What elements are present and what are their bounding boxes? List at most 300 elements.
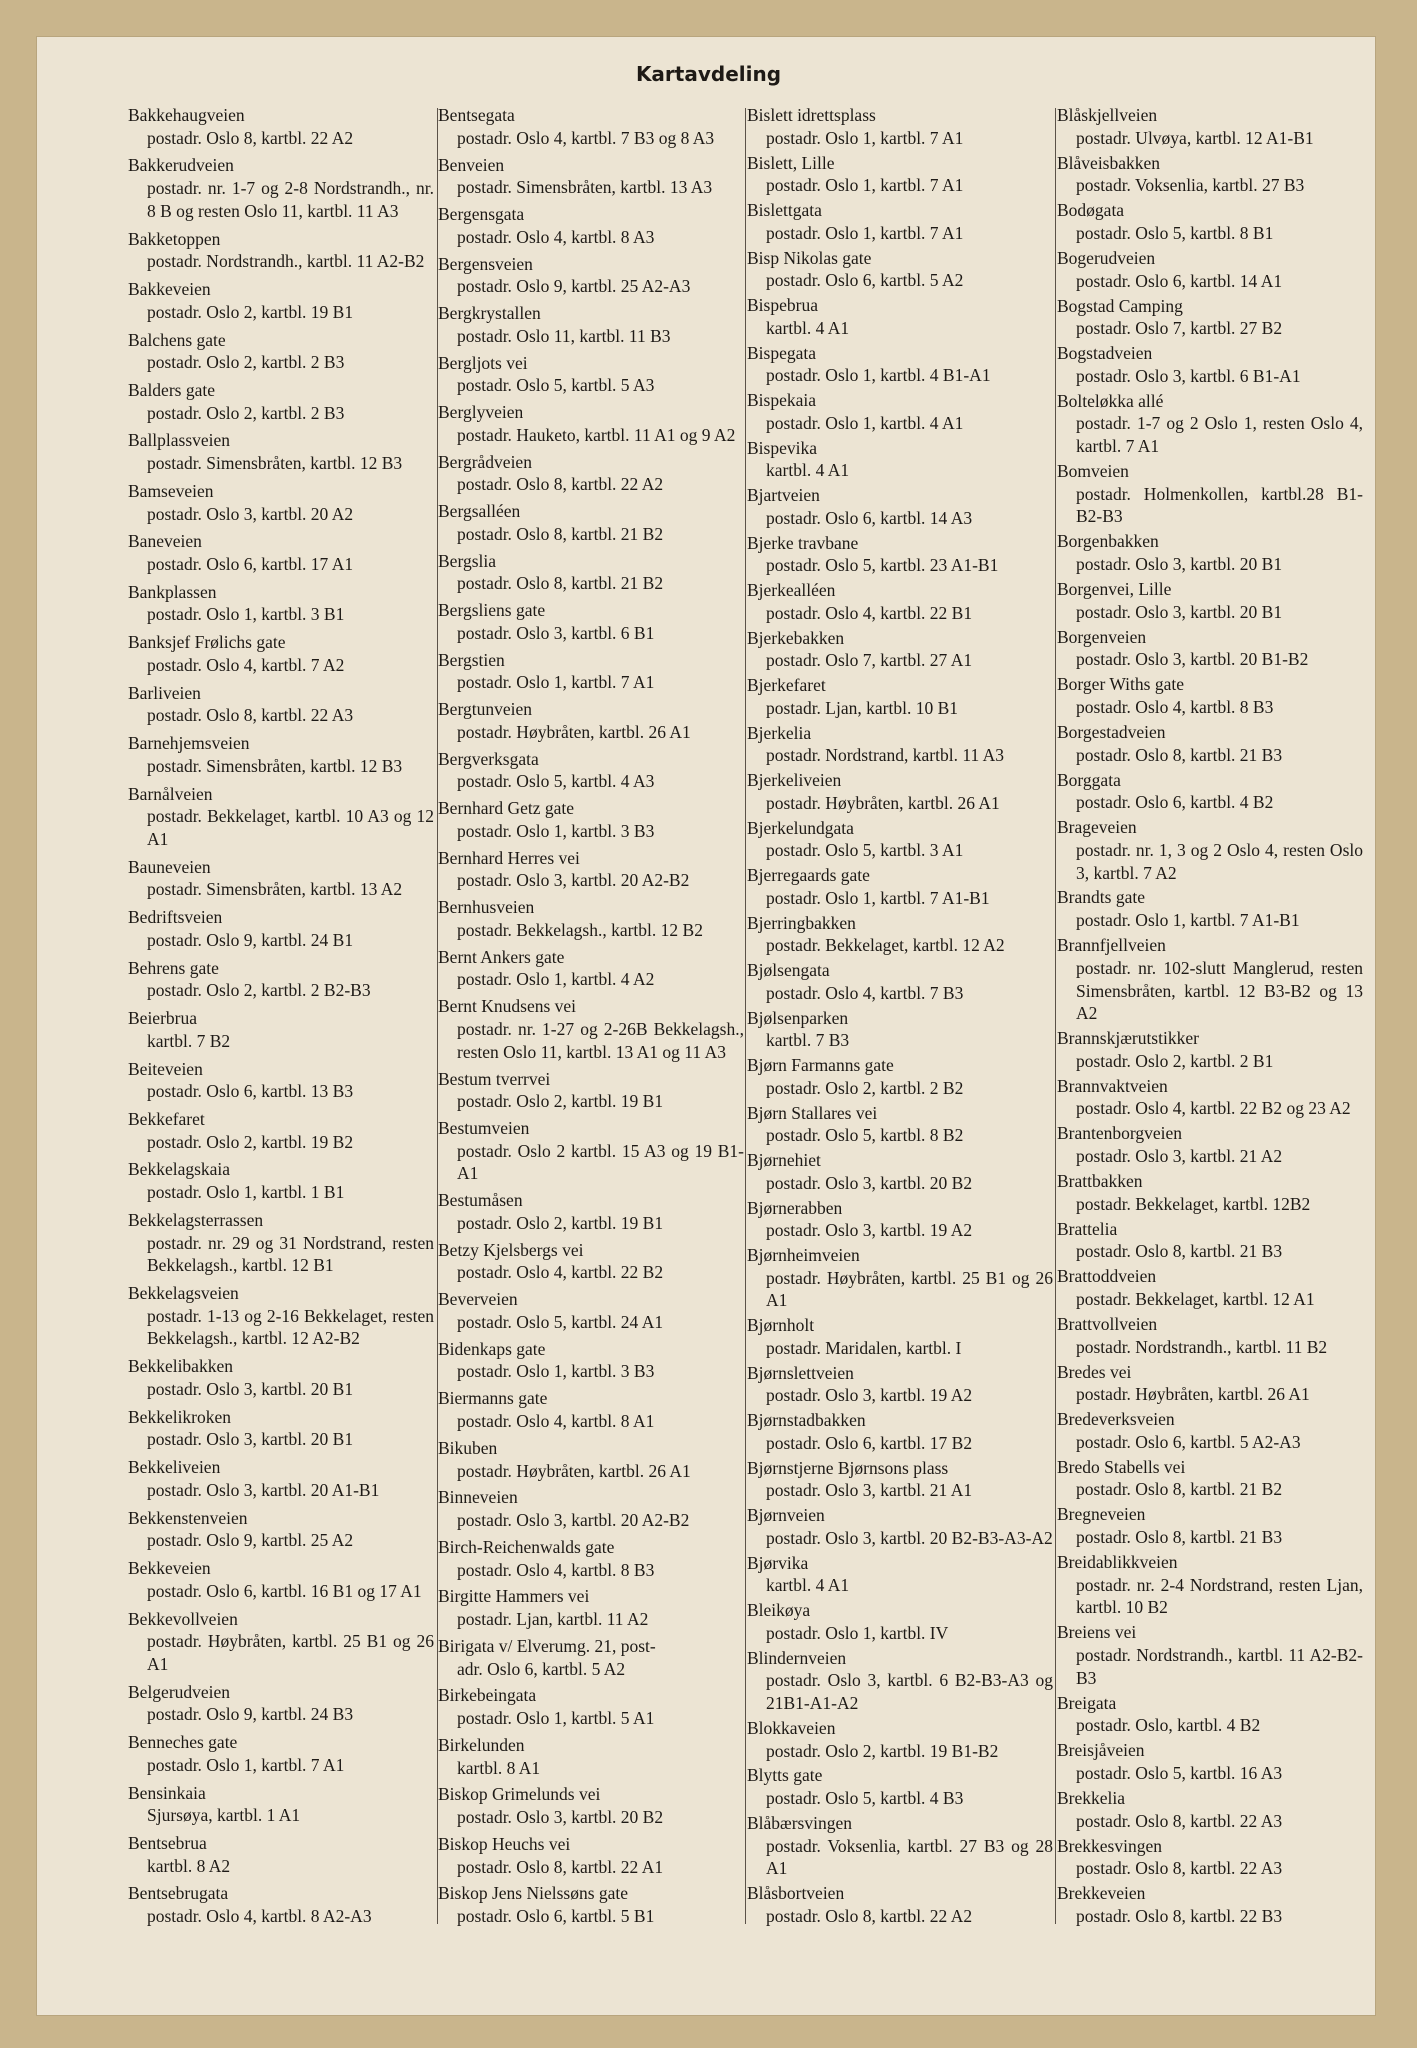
street-name: Biskop Jens Nielssøns gate — [438, 1883, 629, 1904]
street-name: Brattbakken — [1057, 1171, 1143, 1192]
index-entry — [1057, 1692, 1363, 1737]
street-name: Bekkelikroken — [128, 1406, 232, 1427]
street-name: Brannvaktveien — [1057, 1075, 1168, 1096]
index-entry — [747, 912, 1053, 957]
index-entry — [747, 1409, 1053, 1454]
index-entry — [128, 154, 434, 222]
street-map-reference: postadr. Oslo 1, kartbl. 4 B1-A1 — [766, 365, 991, 386]
street-map-reference: postadr. Oslo 6, kartbl. 14 A3 — [766, 507, 973, 528]
index-entry — [438, 500, 744, 545]
street-name: Bakkeveien — [128, 279, 211, 300]
street-name: Biermanns gate — [438, 1388, 548, 1409]
street-map-reference: postadr. Holmenkollen, kartbl.28 B1-B2-B3 — [1076, 483, 1363, 527]
street-name: Bjerkebakken — [747, 627, 845, 648]
index-entry — [128, 429, 434, 474]
street-map-reference: Sjursøya, kartbl. 1 A1 — [147, 1805, 301, 1826]
index-entry — [747, 294, 1053, 339]
index-entry — [1057, 1835, 1363, 1880]
street-name: Bjerregaards gate — [747, 865, 870, 885]
street-map-reference: postadr. Oslo 8, kartbl. 22 A1 — [457, 1856, 664, 1877]
index-entry — [128, 1058, 434, 1103]
street-name: Blytts gate — [747, 1765, 823, 1786]
street-name: Bernhard Getz gate — [438, 798, 575, 819]
street-name: Borger Withs gate — [1057, 674, 1184, 695]
index-entry — [438, 550, 744, 595]
street-map-reference: kartbl. 8 A1 — [457, 1757, 541, 1778]
street-map-reference: postadr. Oslo 1, kartbl. 7 A1 — [766, 127, 964, 148]
index-entry — [747, 769, 1053, 814]
index-entry — [1057, 578, 1363, 623]
street-map-reference: postadr. Oslo 1, kartbl. 4 A2 — [457, 969, 655, 990]
street-map-reference: postadr. Oslo 1, kartbl. 1 B1 — [147, 1182, 345, 1203]
index-entry — [128, 1158, 434, 1203]
index-entry — [128, 631, 434, 676]
street-name: Bikuben — [438, 1437, 498, 1458]
street-map-reference: postadr. Oslo 4, kartbl. 8 B3 — [1076, 696, 1274, 717]
street-map-reference: postadr. Oslo 1, kartbl. 3 B3 — [457, 1361, 655, 1382]
street-name: Bentsebrugata — [128, 1883, 229, 1904]
street-name: Bjølsengata — [747, 960, 830, 980]
street-map-reference: postadr. Bekkelaget, kartbl. 12B2 — [1076, 1193, 1311, 1214]
street-name: Bregneveien — [1057, 1504, 1146, 1525]
street-map-reference: postadr. nr. 1-27 og 2-26B Bekkelagsh., resten Oslo 11, kartbl. 13 A1 og 11 A3 — [457, 1018, 744, 1062]
street-map-reference: postadr. Oslo 8, kartbl. 21 B3 — [1076, 1527, 1283, 1548]
index-entry — [128, 1731, 434, 1776]
index-entry — [438, 797, 744, 842]
street-name: Brattvollveien — [1057, 1313, 1158, 1334]
street-map-reference: postadr. Oslo 9, kartbl. 25 A2 — [147, 1530, 354, 1551]
street-name: Bogstad Camping — [1057, 295, 1183, 316]
street-name: Benneches gate — [128, 1732, 238, 1753]
index-entry — [128, 783, 434, 851]
index-entry — [1057, 247, 1363, 292]
street-map-reference: postadr. Oslo 8, kartbl. 22 A3 — [1076, 1858, 1283, 1879]
index-entry — [128, 1406, 434, 1451]
index-entry — [747, 579, 1053, 624]
street-map-reference: postadr. Oslo 1, kartbl. 4 A1 — [766, 412, 964, 433]
street-name: Brannskjærutstikker — [1057, 1028, 1199, 1049]
index-entry — [1057, 530, 1363, 575]
street-map-reference: postadr. Oslo 3, kartbl. 19 A2 — [766, 1385, 973, 1406]
street-name: Brandts gate — [1057, 887, 1145, 908]
street-name: Bjørnveien — [747, 1505, 825, 1526]
index-entry — [438, 995, 744, 1063]
street-name: Barliveien — [128, 682, 201, 703]
index-entry — [438, 1189, 744, 1234]
index-entry — [128, 379, 434, 424]
street-map-reference: postadr. Oslo 5, kartbl. 24 A1 — [457, 1311, 664, 1332]
street-name: Birkebeingata — [438, 1685, 537, 1706]
street-map-reference: postadr. 1-7 og 2 Oslo 1, resten Oslo 4, kartbl. 7 A1 — [1076, 413, 1363, 457]
index-entry — [747, 437, 1053, 482]
index-column-2 — [438, 104, 744, 1928]
index-entry — [128, 530, 434, 575]
index-entry — [128, 228, 434, 273]
street-map-reference: kartbl. 4 A1 — [766, 317, 850, 338]
street-name: Blåbærsvingen — [747, 1812, 852, 1833]
index-entry — [1057, 934, 1363, 1025]
index-entry — [438, 1882, 744, 1927]
index-entry — [438, 302, 744, 347]
street-name: Bekkelagsveien — [128, 1283, 239, 1304]
index-entry — [1057, 152, 1363, 197]
street-map-reference: postadr. Nordstrandh., kartbl. 11 A2-B2-B3 — [1076, 1645, 1363, 1688]
street-map-reference: postadr. Oslo 3, kartbl. 20 B1 — [1076, 554, 1283, 575]
street-name: Bredo Stabells vei — [1057, 1456, 1186, 1477]
index-entry — [128, 957, 434, 1002]
index-entry — [747, 1244, 1053, 1312]
street-name: Brekkesvingen — [1057, 1835, 1162, 1856]
street-map-reference: postadr. Oslo 8, kartbl. 22 B3 — [1076, 1905, 1283, 1926]
street-map-reference: postadr. Oslo 3, kartbl. 20 B1 — [147, 1378, 354, 1399]
index-entry — [438, 154, 744, 199]
index-entry — [438, 896, 744, 941]
street-name: Bensinkaia — [128, 1782, 206, 1803]
street-name: Brekkelia — [1057, 1787, 1126, 1808]
street-map-reference: postadr. nr. 29 og 31 Nordstrand, resten Bekkelagsh., kartbl. 12 B1 — [147, 1232, 434, 1276]
street-map-reference: postadr. Høybråten, kartbl. 26 A1 — [457, 721, 691, 742]
street-map-reference: postadr. Bekkelaget, kartbl. 12 A1 — [1076, 1288, 1315, 1309]
index-entry — [128, 1557, 434, 1602]
index-entry — [128, 732, 434, 777]
street-name: Brattoddveien — [1057, 1266, 1157, 1287]
street-name: Bekkenstenveien — [128, 1507, 248, 1528]
street-map-reference: postadr. Oslo 2, kartbl. 19 B1 — [457, 1212, 664, 1233]
street-name: Bedriftsveien — [128, 907, 223, 928]
index-entry — [747, 1717, 1053, 1762]
index-entry — [128, 906, 434, 951]
page-title: Kartavdeling — [635, 62, 782, 86]
street-name: Bergljots vei — [438, 352, 528, 373]
index-entry — [438, 1684, 744, 1729]
street-name: Bogstadveien — [1057, 343, 1153, 364]
street-map-reference: postadr. Oslo 6, kartbl. 5 A2 — [766, 270, 964, 291]
street-map-reference: postadr. nr. 1, 3 og 2 Oslo 4, resten Oslo 3, kartbl. 7 A2 — [1076, 839, 1363, 883]
index-entry — [438, 1387, 744, 1432]
street-name: Borgenbakken — [1057, 531, 1159, 552]
street-name: Bakketoppen — [128, 228, 221, 249]
street-name: Bekkefaret — [128, 1109, 205, 1130]
index-entry — [128, 329, 434, 374]
street-map-reference: adr. Oslo 6, kartbl. 5 A2 — [457, 1658, 626, 1679]
index-entry — [1057, 1075, 1363, 1120]
index-entry — [128, 1681, 434, 1726]
index-entry — [438, 1783, 744, 1828]
street-map-reference: kartbl. 7 B3 — [766, 1030, 850, 1051]
street-name: Bjørn Farmanns gate — [747, 1055, 894, 1075]
street-map-reference: postadr. Oslo 3, kartbl. 20 B1 — [1076, 601, 1283, 622]
street-map-reference: postadr. Oslo 1, kartbl. IV — [766, 1622, 949, 1643]
street-name: Bentsegata — [438, 105, 515, 125]
street-name: Breisjåveien — [1057, 1740, 1145, 1761]
index-entry — [438, 1635, 744, 1680]
street-map-reference: postadr. Oslo 7, kartbl. 27 B2 — [1076, 318, 1283, 339]
index-entry — [747, 389, 1053, 434]
index-entry — [128, 581, 434, 626]
street-name: Blåskjellveien — [1057, 105, 1158, 125]
index-entry — [128, 682, 434, 727]
street-name: Borggata — [1057, 769, 1121, 790]
street-name: Bislett, Lille — [747, 152, 835, 173]
street-name: Bestumveien — [438, 1118, 530, 1139]
index-entry — [438, 1486, 744, 1531]
street-map-reference: postadr. Oslo 5, kartbl. 16 A3 — [1076, 1763, 1283, 1783]
street-name: Beverveien — [438, 1289, 518, 1310]
street-map-reference: postadr. Oslo 5, kartbl. 3 A1 — [766, 840, 964, 861]
street-map-reference: postadr. Bekkelaget, kartbl. 10 A3 og 12 A1 — [147, 806, 434, 849]
index-entry — [438, 352, 744, 397]
index-entry — [438, 1585, 744, 1630]
street-name: Benveien — [438, 154, 505, 175]
street-map-reference: postadr. Oslo 1, kartbl. 7 A1-B1 — [766, 887, 990, 908]
index-entry — [747, 104, 1053, 149]
street-map-reference: postadr. Nordstrand, kartbl. 11 A3 — [766, 745, 1005, 766]
index-entry — [747, 864, 1053, 909]
street-map-reference: postadr. Oslo 2, kartbl. 19 B1 — [457, 1091, 664, 1112]
street-map-reference: postadr. Oslo 9, kartbl. 24 B3 — [147, 1704, 354, 1725]
street-name: Blåsbortveien — [747, 1883, 845, 1904]
street-name: Bankplassen — [128, 581, 217, 602]
index-entry — [128, 480, 434, 525]
street-name: Bergstien — [438, 649, 505, 670]
street-name: Biskop Heuchs vei — [438, 1833, 571, 1854]
index-entry — [1057, 1503, 1363, 1548]
street-name: Biskop Grimelunds vei — [438, 1784, 601, 1805]
street-name: Blindernveien — [747, 1647, 847, 1668]
index-entry — [438, 1437, 744, 1482]
street-name: Banksjef Frølichs gate — [128, 632, 286, 653]
street-name: Bleikøya — [747, 1600, 811, 1621]
street-name: Bjørnheimveien — [747, 1245, 860, 1265]
street-name: Bjerringbakken — [747, 912, 856, 933]
street-name: Bisp Nikolas gate — [747, 247, 872, 268]
street-map-reference: postadr. Oslo 3, kartbl. 20 B2-B3-A3-A2 — [766, 1527, 1053, 1548]
street-name: Behrens gate — [128, 957, 219, 978]
street-map-reference: postadr. Ljan, kartbl. 11 A2 — [457, 1609, 649, 1630]
street-name: Balders gate — [128, 379, 215, 400]
index-entry — [747, 1102, 1053, 1147]
index-entry — [747, 484, 1053, 529]
index-entry — [747, 1007, 1053, 1052]
street-map-reference: postadr. Bekkelaget, kartbl. 12 A2 — [766, 935, 1005, 956]
index-entry — [1057, 626, 1363, 671]
street-name: Bjartveien — [747, 485, 820, 505]
street-name: Breiens vei — [1057, 1622, 1137, 1643]
index-entry — [1057, 342, 1363, 387]
street-map-reference: postadr. Oslo 8, kartbl. 21 B3 — [1076, 744, 1283, 765]
street-name: Beierbrua — [128, 1008, 197, 1029]
street-map-reference: postadr. Ljan, kartbl. 10 B1 — [766, 697, 958, 718]
street-map-reference: postadr. Simensbråten, kartbl. 13 A3 — [457, 177, 713, 198]
index-entry — [438, 401, 744, 446]
index-entry — [438, 748, 744, 793]
index-entry — [438, 1338, 744, 1383]
street-map-reference: postadr. Oslo 6, kartbl. 4 B2 — [1076, 792, 1274, 813]
street-name: Birgitte Hammers vei — [438, 1586, 590, 1607]
street-name: Betzy Kjelsbergs vei — [438, 1239, 584, 1260]
index-entry — [438, 451, 744, 496]
index-entry — [1057, 1408, 1363, 1453]
street-name: Bergrådveien — [438, 451, 532, 472]
street-name: Breidablikkveien — [1057, 1552, 1178, 1573]
index-entry — [1057, 1122, 1363, 1167]
index-entry — [747, 627, 1053, 672]
street-map-reference: postadr. Nordstrandh., kartbl. 11 A2-B2 — [147, 251, 425, 272]
street-name: Bispekaia — [747, 390, 817, 410]
index-entry — [1057, 1313, 1363, 1358]
index-entry — [438, 1288, 744, 1333]
street-map-reference: postadr. Oslo 1, kartbl. 7 A1-B1 — [1076, 910, 1300, 931]
index-entry — [1057, 1361, 1363, 1406]
street-map-reference: postadr. Oslo 2, kartbl. 2 B3 — [147, 352, 345, 373]
index-entry — [747, 722, 1053, 767]
street-name: Brannfjellveien — [1057, 935, 1166, 956]
street-name: Bernhusveien — [438, 897, 535, 918]
street-name: Brattelia — [1057, 1218, 1118, 1239]
street-map-reference: postadr. Oslo 11, kartbl. 11 B3 — [457, 325, 671, 346]
street-name: Brageveien — [1057, 817, 1137, 838]
street-map-reference: postadr. Bekkelagsh., kartbl. 12 B2 — [457, 919, 703, 940]
street-name: Binneveien — [438, 1487, 518, 1508]
street-name: Bispebrua — [747, 295, 818, 315]
street-name: Bjørnstjerne Bjørnsons plass — [747, 1457, 949, 1478]
street-map-reference: postadr. Oslo 3, kartbl. 20 B2 — [457, 1807, 664, 1828]
street-name: Bergtunveien — [438, 699, 532, 720]
street-map-reference: postadr. Oslo 8, kartbl. 22 A2 — [457, 474, 664, 495]
street-map-reference: postadr. Oslo 3, kartbl. 19 A2 — [766, 1220, 973, 1241]
street-name: Bjerke travbane — [747, 532, 859, 553]
street-map-reference: postadr. Oslo 7, kartbl. 27 A1 — [766, 650, 973, 671]
index-entry — [1057, 1218, 1363, 1263]
street-name: Bodøgata — [1057, 200, 1125, 221]
street-name: Bakkerudveien — [128, 155, 234, 176]
street-name: Bakkehaugveien — [128, 105, 245, 125]
index-entry — [438, 599, 744, 644]
street-name: Bergensgata — [438, 204, 525, 225]
street-name: Bamseveien — [128, 480, 214, 501]
street-name: Bidenkaps gate — [438, 1338, 546, 1359]
street-name: Barnålveien — [128, 783, 213, 804]
index-entry — [438, 1239, 744, 1284]
street-map-reference: postadr. Oslo 6, kartbl. 14 A1 — [1076, 270, 1283, 291]
street-map-reference: postadr. 1-13 og 2-16 Bekkelaget, resten Bekkelagsh., kartbl. 12 A2-B2 — [147, 1305, 434, 1349]
index-entry — [1057, 104, 1363, 149]
street-map-reference: kartbl. 4 A1 — [766, 460, 850, 481]
street-name: Bjerkealléen — [747, 580, 836, 600]
street-map-reference: postadr. Oslo 2, kartbl. 2 B2 — [766, 1077, 964, 1098]
street-name: Bekkeveien — [128, 1558, 211, 1579]
street-map-reference: kartbl. 8 A2 — [147, 1855, 231, 1876]
index-entry — [1057, 199, 1363, 244]
street-map-reference: postadr. Ulvøya, kartbl. 12 A1-B1 — [1076, 127, 1314, 148]
index-entry — [1057, 1456, 1363, 1501]
street-map-reference: postadr. Oslo 3, kartbl. 21 A2 — [1076, 1146, 1283, 1167]
street-map-reference: postadr. Oslo 3, kartbl. 20 B2 — [766, 1172, 973, 1193]
street-map-reference: postadr. Oslo 1, kartbl. 7 A1 — [766, 222, 964, 243]
street-map-reference: postadr. Oslo 1, kartbl. 5 A1 — [457, 1708, 655, 1729]
index-entry — [1057, 1787, 1363, 1832]
street-map-reference: postadr. Simensbråten, kartbl. 13 A2 — [147, 879, 403, 900]
street-map-reference: postadr. Oslo 2, kartbl. 19 B1 — [147, 301, 354, 322]
street-name: Balchens gate — [128, 329, 226, 350]
index-entry — [747, 152, 1053, 197]
street-map-reference: postadr. Oslo 6, kartbl. 17 A1 — [147, 554, 354, 575]
index-entry — [128, 1355, 434, 1400]
index-entry — [438, 1068, 744, 1113]
index-entry — [747, 1054, 1053, 1099]
index-entry — [1057, 1882, 1363, 1927]
street-map-reference: postadr. Oslo 8, kartbl. 21 B3 — [1076, 1241, 1283, 1262]
index-entry — [128, 1456, 434, 1501]
index-entry — [438, 253, 744, 298]
street-name: Bjerkefaret — [747, 675, 826, 695]
street-name: Bekkeliveien — [128, 1457, 221, 1478]
street-name: Borgenvei, Lille — [1057, 579, 1172, 600]
street-map-reference: postadr. Oslo 4, kartbl. 8 A3 — [457, 226, 655, 247]
index-entry — [1057, 721, 1363, 766]
index-entry — [747, 1457, 1053, 1502]
index-entry — [1057, 1265, 1363, 1310]
street-map-reference: postadr. Voksenlia, kartbl. 27 B3 og 28 A1 — [766, 1835, 1053, 1879]
street-map-reference: postadr. Oslo 3, kartbl. 6 B2-B3-A3 og 21B1-A1-A2 — [766, 1670, 1053, 1714]
street-map-reference: postadr. Høybråten, kartbl. 26 A1 — [457, 1460, 691, 1481]
index-entry — [747, 1504, 1053, 1549]
street-map-reference: postadr. Oslo 6, kartbl. 5 B1 — [457, 1906, 655, 1927]
index-entry — [128, 1507, 434, 1552]
street-map-reference: postadr. Oslo 8, kartbl. 21 B2 — [457, 573, 664, 594]
street-map-reference: postadr. Oslo 5, kartbl. 8 B2 — [766, 1125, 964, 1146]
street-map-reference: postadr. Oslo 5, kartbl. 23 A1-B1 — [766, 555, 999, 576]
street-name: Bestumåsen — [438, 1190, 523, 1211]
index-entry — [1057, 816, 1363, 884]
index-entry — [1057, 886, 1363, 931]
street-map-reference: postadr. Oslo 3, kartbl. 6 B1-A1 — [1076, 365, 1301, 386]
street-map-reference: kartbl. 4 A1 — [766, 1575, 850, 1596]
street-map-reference: postadr. Oslo 2, kartbl. 2 B3 — [147, 402, 345, 423]
street-name: Bjørnslettveien — [747, 1362, 854, 1383]
street-name: Bjerkelundgata — [747, 817, 854, 838]
street-map-reference: postadr. Oslo 3, kartbl. 20 A2-B2 — [457, 1510, 690, 1531]
street-map-reference: postadr. Oslo 1, kartbl. 3 B3 — [457, 820, 655, 841]
street-map-reference: postadr. Høybråten, kartbl. 25 B1 og 26 A1 — [766, 1267, 1053, 1311]
street-map-reference: postadr. Oslo 6, kartbl. 16 B1 og 17 A1 — [147, 1580, 422, 1601]
street-name: Brantenborgveien — [1057, 1123, 1183, 1144]
index-entry — [1057, 1739, 1363, 1784]
index-entry — [747, 247, 1053, 292]
street-map-reference: postadr. Oslo, kartbl. 4 B2 — [1076, 1715, 1261, 1736]
index-entry — [747, 1197, 1053, 1242]
street-map-reference: postadr. Oslo 5, kartbl. 8 B1 — [1076, 222, 1274, 243]
index-entry — [1057, 673, 1363, 718]
index-entry — [128, 1882, 434, 1927]
street-map-reference: postadr. Høybråten, kartbl. 25 B1 og 26 A1 — [147, 1631, 434, 1674]
street-map-reference: postadr. Oslo 2, kartbl. 19 B2 — [147, 1131, 354, 1152]
street-map-reference: postadr. Oslo 3, kartbl. 6 B1 — [457, 622, 655, 643]
column-divider — [1055, 108, 1056, 1924]
street-map-reference: postadr. Hauketo, kartbl. 11 A1 og 9 A2 — [457, 424, 736, 445]
index-entry — [128, 1782, 434, 1827]
street-map-reference: postadr. Oslo 8, kartbl. 22 A2 — [766, 1905, 973, 1926]
street-map-reference: postadr. Oslo 1, kartbl. 3 B1 — [147, 604, 345, 625]
index-entry — [747, 1812, 1053, 1880]
street-name: Bekkelagskaia — [128, 1159, 231, 1180]
street-name: Breigata — [1057, 1692, 1117, 1713]
street-name: Birkelunden — [438, 1734, 525, 1755]
street-name: Bekkevollveien — [128, 1608, 238, 1629]
street-map-reference: postadr. Oslo 6, kartbl. 5 A2-A3 — [1076, 1431, 1301, 1452]
street-map-reference: postadr. Oslo 8, kartbl. 21 B2 — [457, 523, 664, 544]
street-map-reference: postadr. Simensbråten, kartbl. 12 B3 — [147, 755, 403, 776]
